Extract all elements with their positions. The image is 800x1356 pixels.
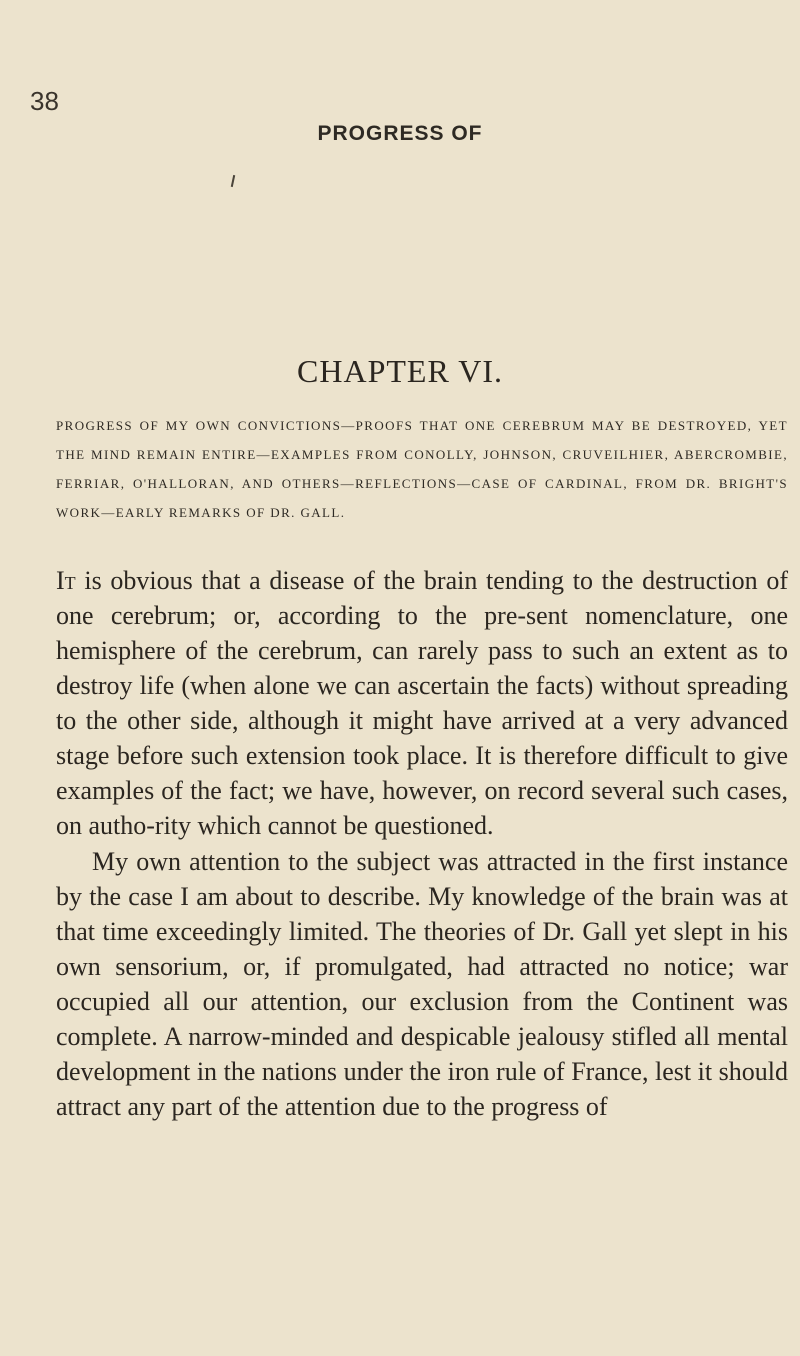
- paragraph-1: [56, 563, 788, 843]
- chapter-title: CHAPTER VI.: [297, 353, 503, 389]
- paragraph-1-text: is obvious that a disease of the brain tending to the destruction of one cerebrum; or, according to the pre-sent nomenclature, one hemisphere of the cerebrum, can rarely pass to such an extent as to destroy life (when alone we can ascertain the facts) without spreading to the other side, although it might have arrived at a very advanced stage before such extension took place. It is therefore difficult to give examples of the fact; we have, however, on record several such cases, on autho-rity which cannot be questioned.: [56, 566, 788, 840]
- chapter-summary: PROGRESS OF MY OWN CONVICTIONS—PROOFS THAT ONE CEREBRUM MAY BE DESTROYED, YET THE MIND REMAIN ENTIRE—EXAMPLES FROM CONOLLY, JOHNSON, CRUVEILHIER, ABERCROMBIE, FERRIAR, O'HALLORAN, AND OTHERS—REFLECTIONS—CASE OF CARDINAL, FROM DR. BRIGHT'S WORK—EARLY REMARKS OF DR. GALL.: [56, 418, 788, 520]
- stray-ink-mark: [231, 175, 235, 187]
- page-number: 38: [30, 86, 59, 116]
- running-head: PROGRESS OF: [317, 122, 483, 145]
- paragraph-2: My own attention to the subject was attracted in the first instance by the case I am about to describe. My knowledge of the brain was at that time exceedingly limited. The theories of Dr. Gall yet slept in his own sensorium, or, if promulgated, had attracted no notice; war occupied all our attention, our exclusion from the Continent was complete. A narrow-minded and despicable jealousy stifled all mental development in the nations under the iron rule of France, lest it should attract any part of the attention due to the progress of: [56, 847, 788, 1121]
- paragraph-1-lead: It: [56, 566, 76, 595]
